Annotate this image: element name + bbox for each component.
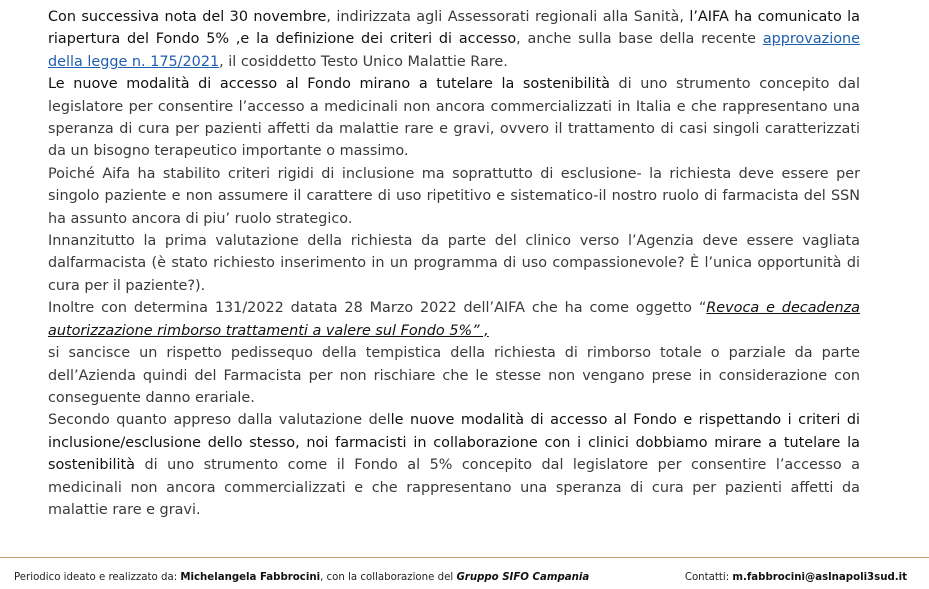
p2-lead: Le nuove modalità di accesso al Fondo mirano a tutelare la sostenibilità xyxy=(48,76,610,93)
paragraph-6: si sancisce un rispetto pedissequo della tempistica della richiesta di rimborso totale o parziale da parte dell’Azienda quindi del Farmacista per non rischiare che le stesse non vengano prese in considerazione con conseguente danno erariale. xyxy=(48,345,860,406)
footer-credits xyxy=(14,571,589,585)
footer-prefix: Periodico ideato e realizzato da: xyxy=(14,572,181,583)
footer-contacts-label: Contatti: xyxy=(684,572,733,583)
law-approval-link[interactable]: approvazione della legge n. 175/2021 xyxy=(48,31,860,70)
p7-emphasis: le nuove modalità di accesso al Fondo e rispettando i criteri di inclusione/esclusione dello stesso, noi farmacisti in collaborazione con i clinici dobbiamo mirare a tutelare la sostenibilità xyxy=(48,412,860,474)
footer xyxy=(14,571,907,585)
footer-divider xyxy=(0,557,929,558)
p1-aifa-statement: l’AIFA ha comunicato la riapertura del Fondo 5% ,e la definizione dei criteri di accesso xyxy=(48,9,860,48)
paragraph-1 xyxy=(48,6,860,73)
p1-text-c: , il cosiddetto Testo Unico Malattie Rare. xyxy=(219,53,508,70)
p1-text-b: , anche sulla base della recente xyxy=(516,31,763,48)
determina-subject: Revoca e decadenza autorizzazione rimborso trattamenti a valere sul Fondo 5%” , xyxy=(48,300,861,339)
paragraph-3: Poiché Aifa ha stabilito criteri rigidi di inclusione ma soprattutto di esclusione- la richiesta deve essere per singolo paziente e non assumere il carattere di uso ripetitivo e sistematico-il nostro ruolo di farmacista del SSN ha assunto ancora di piu’ ruolo strategico. xyxy=(48,165,860,227)
footer-email[interactable]: m.fabbrocini@aslnapoli3sud.it xyxy=(732,572,907,583)
p7-text-a: Secondo quanto appreso dalla valutazione del xyxy=(48,412,391,429)
article-body xyxy=(48,6,860,521)
paragraph-5 xyxy=(48,297,860,342)
p7-text-b: di uno strumento come il Fondo al 5% concepito dal legislatore per consentire l’accesso a medicinali non ancora commercializzati e che rappresentano una speranza di cura per pazienti affetti da malattie rare e gravi. xyxy=(48,457,860,518)
p1-text-a: , indirizzata agli Assessorati regionali alla Sanità, xyxy=(326,9,690,25)
p5-text: Inoltre con determina 131/2022 datata 28 Marzo 2022 dell’AIFA che ha come oggetto “ xyxy=(48,300,707,317)
p2-text: di uno strumento concepito dal legislatore per consentire l’accesso a medicinali non ancora commercializzati in Italia e che rappresentano una speranza di cura per pazienti affetti da malattie rare e gravi, ovvero il trattamento di casi singoli caratterizzati da un bisogno terapeutico importante o massimo. xyxy=(48,76,860,160)
paragraph-7 xyxy=(48,409,860,521)
footer-author: Michelangela Fabbrocini xyxy=(180,572,321,583)
footer-middle: , con la collaborazione del xyxy=(320,572,457,583)
footer-group: Gruppo SIFO Campania xyxy=(456,572,590,583)
paragraph-4: Innanzitutto la prima valutazione della richiesta da parte del clinico verso l’Agenzia deve essere vagliata dalfarmacista (è stato richiesto inserimento in un programma di uso compassionevole? È l’unica opportunità di cura per il paziente?). xyxy=(48,233,860,294)
p1-lead: Con successiva nota del 30 novembre xyxy=(48,9,327,25)
footer-contacts xyxy=(685,571,907,585)
paragraph-2 xyxy=(48,73,860,163)
